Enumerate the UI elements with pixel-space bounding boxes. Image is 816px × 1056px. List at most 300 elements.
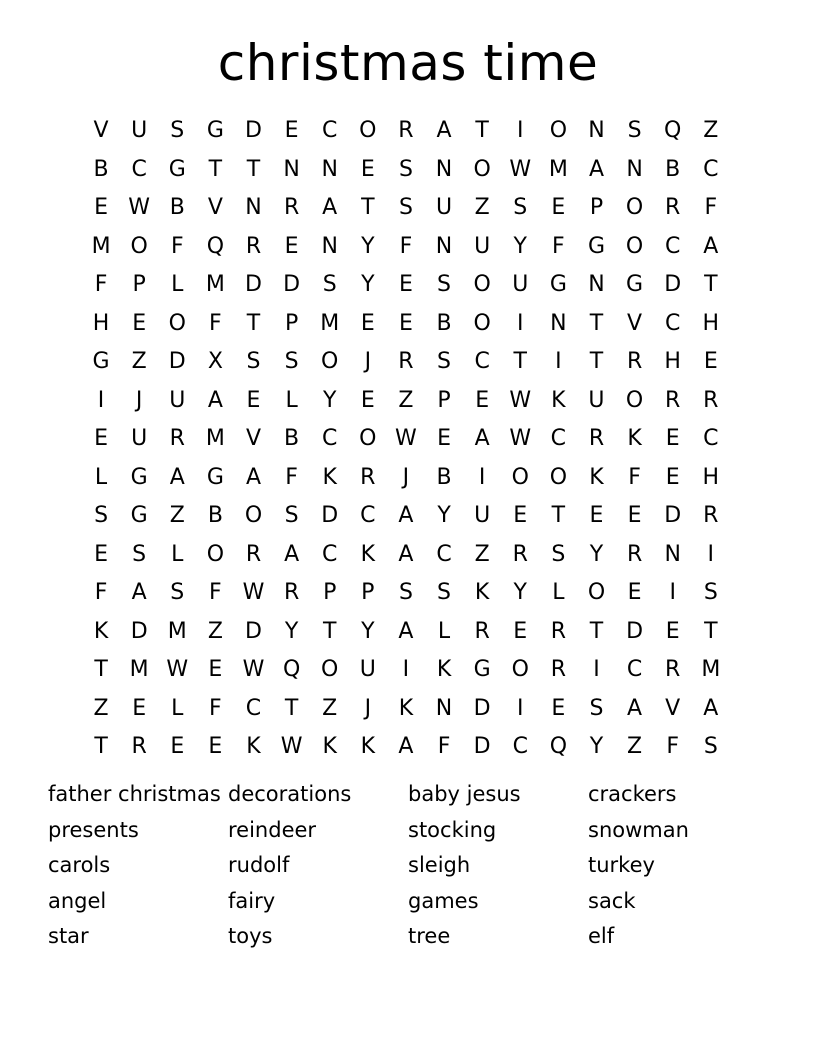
puzzle-title: christmas time	[217, 34, 599, 92]
grid-letter: W	[128, 195, 151, 221]
grid-letter: H	[702, 464, 720, 490]
grid-letter: U	[131, 118, 148, 144]
grid-letter: L	[437, 618, 451, 644]
grid-letter: K	[589, 464, 604, 490]
grid-letter: S	[284, 503, 299, 529]
grid-letter: I	[555, 349, 562, 375]
grid-letter: E	[398, 272, 413, 298]
grid-letter: T	[94, 657, 108, 683]
grid-row	[82, 382, 732, 421]
grid-letter: O	[473, 310, 491, 336]
grid-letter: A	[207, 387, 223, 413]
grid-letter: R	[283, 580, 300, 606]
grid-letter: R	[665, 387, 681, 413]
grid-letter: F	[94, 272, 108, 298]
grid-letter: W	[242, 657, 265, 683]
grid-letter: C	[626, 657, 643, 683]
grid-letter: C	[512, 734, 528, 760]
grid-letter: Z	[169, 503, 185, 529]
grid-letter: A	[245, 464, 262, 490]
grid-letter: W	[280, 734, 303, 760]
grid-letter: K	[246, 734, 261, 760]
grid-letter: Y	[513, 233, 527, 259]
grid-letter: C	[474, 349, 490, 375]
grid-letter: N	[588, 272, 605, 298]
grid-letter: W	[509, 426, 532, 452]
grid-letter: F	[399, 233, 413, 259]
grid-letter: R	[588, 426, 605, 452]
grid-letter: D	[168, 349, 186, 375]
grid-letter: E	[703, 349, 718, 375]
grid-letter: O	[130, 233, 148, 259]
grid-letter: J	[402, 464, 410, 490]
grid-letter: T	[513, 349, 527, 375]
grid-letter: T	[246, 156, 261, 182]
word-list-item: snowman	[588, 817, 689, 842]
grid-row	[82, 613, 732, 652]
grid-letter: A	[588, 156, 604, 182]
grid-letter: E	[437, 426, 451, 452]
grid-letter: X	[207, 349, 223, 375]
grid-letter: E	[398, 310, 413, 336]
grid-letter: S	[132, 541, 147, 567]
grid-letter: E	[284, 233, 299, 259]
word-list-item: stocking	[408, 817, 497, 842]
grid-letter: O	[473, 272, 491, 298]
word-list-item: toys	[228, 924, 273, 948]
grid-letter: G	[92, 349, 110, 375]
grid-letter: U	[359, 657, 376, 683]
grid-letter: E	[513, 503, 528, 529]
grid-letter: N	[321, 156, 338, 182]
grid-letter: K	[93, 618, 109, 644]
grid-letter: U	[474, 503, 491, 529]
grid-letter: K	[322, 734, 337, 760]
grid-letter: O	[321, 657, 339, 683]
grid-row	[82, 536, 732, 575]
word-list	[48, 777, 768, 955]
grid-letter: O	[359, 118, 377, 144]
grid-row	[82, 497, 732, 536]
grid-letter: F	[209, 695, 222, 721]
grid-letter: T	[246, 310, 261, 336]
grid-letter: E	[246, 387, 261, 413]
grid-letter: O	[549, 118, 568, 144]
word-list-item: baby jesus	[408, 782, 521, 806]
grid-letter: E	[360, 387, 375, 413]
grid-letter: Z	[93, 695, 109, 721]
grid-letter: R	[245, 233, 262, 259]
grid-letter: A	[398, 503, 414, 529]
grid-letter: T	[475, 118, 489, 144]
grid-letter: O	[625, 387, 644, 413]
grid-letter: U	[512, 272, 529, 298]
grid-row	[82, 305, 732, 344]
grid-letter: V	[627, 310, 643, 336]
grid-letter: F	[666, 734, 680, 760]
grid-letter: E	[360, 156, 375, 182]
grid-letter: H	[92, 310, 110, 336]
grid-letter: R	[474, 618, 490, 644]
grid-letter: E	[627, 503, 642, 529]
grid-letter: E	[551, 195, 566, 221]
word-list-item: turkey	[588, 853, 655, 877]
grid-letter: K	[322, 464, 337, 490]
grid-letter: E	[208, 657, 223, 683]
grid-letter: D	[283, 272, 301, 298]
grid-letter: S	[513, 195, 528, 221]
word-list-item: elf	[588, 924, 615, 948]
grid-letter: C	[436, 541, 452, 567]
grid-letter: M	[205, 426, 225, 452]
grid-letter: S	[703, 580, 718, 606]
grid-letter: K	[627, 426, 642, 452]
grid-letter: P	[437, 387, 451, 413]
grid-letter: E	[360, 310, 375, 336]
grid-letter: T	[322, 618, 337, 644]
grid-letter: S	[437, 580, 452, 606]
word-list-item: decorations	[228, 782, 352, 806]
grid-letter: E	[551, 695, 566, 721]
grid-letter: W	[166, 657, 189, 683]
grid-letter: O	[206, 541, 225, 567]
grid-letter: D	[664, 503, 682, 529]
grid-letter: Y	[322, 387, 337, 413]
word-list-item: father christmas	[48, 782, 221, 806]
grid-letter: Z	[207, 618, 223, 644]
grid-letter: E	[627, 580, 642, 606]
grid-letter: Q	[549, 734, 568, 760]
grid-letter: B	[284, 426, 300, 452]
grid-letter: S	[589, 695, 604, 721]
grid-letter: K	[360, 734, 376, 760]
grid-letter: T	[704, 618, 718, 644]
grid-letter: A	[474, 426, 490, 452]
grid-row	[82, 189, 732, 228]
grid-letter: Z	[474, 195, 490, 221]
grid-letter: M	[320, 310, 340, 336]
word-list-item: tree	[408, 924, 451, 948]
grid-letter: A	[169, 464, 185, 490]
grid-letter: H	[664, 349, 681, 375]
grid-letter: S	[322, 272, 337, 298]
grid-letter: J	[364, 349, 372, 375]
grid-letter: A	[703, 233, 719, 259]
grid-letter: E	[94, 541, 108, 567]
grid-row	[82, 151, 732, 190]
grid-letter: I	[517, 310, 524, 336]
grid-letter: C	[703, 156, 719, 182]
grid-letter: J	[135, 387, 143, 413]
grid-letter: R	[398, 118, 414, 144]
grid-row	[82, 228, 732, 267]
grid-row	[82, 420, 732, 459]
grid-letter: R	[550, 618, 567, 644]
grid-letter: R	[626, 349, 643, 375]
grid-letter: T	[361, 195, 375, 221]
grid-letter: R	[626, 541, 643, 567]
grid-letter: L	[94, 464, 108, 490]
grid-letter: E	[513, 618, 528, 644]
grid-letter: F	[552, 233, 565, 259]
grid-letter: C	[131, 156, 147, 182]
grid-letter: I	[402, 657, 410, 683]
grid-letter: T	[551, 503, 566, 529]
grid-letter: E	[665, 426, 680, 452]
grid-letter: E	[589, 503, 604, 529]
grid-letter: Y	[589, 541, 604, 567]
grid-letter: R	[665, 195, 681, 221]
grid-letter: Y	[361, 618, 375, 644]
grid-letter: D	[321, 503, 339, 529]
grid-letter: V	[245, 426, 262, 452]
grid-letter: R	[245, 541, 262, 567]
grid-letter: S	[246, 349, 261, 375]
grid-letter: R	[398, 349, 414, 375]
grid-letter: U	[169, 387, 186, 413]
grid-letter: M	[548, 156, 568, 182]
grid-letter: C	[665, 310, 681, 336]
grid-letter: U	[435, 195, 453, 221]
grid-letter: C	[360, 503, 376, 529]
grid-letter: Q	[206, 233, 225, 259]
grid-letter: Q	[282, 657, 301, 683]
grid-letter: C	[665, 233, 681, 259]
grid-letter: G	[130, 464, 148, 490]
grid-letter: S	[627, 118, 642, 144]
grid-letter: N	[245, 195, 262, 221]
grid-letter: N	[435, 695, 453, 721]
grid-letter: O	[244, 503, 263, 529]
grid-letter: O	[321, 349, 339, 375]
letter-grid	[82, 112, 732, 767]
grid-letter: I	[517, 695, 524, 721]
grid-letter: B	[665, 156, 681, 182]
grid-letter: P	[284, 310, 299, 336]
grid-letter: T	[94, 734, 108, 760]
grid-letter: S	[170, 118, 185, 144]
grid-letter: S	[398, 156, 413, 182]
grid-letter: Z	[627, 734, 643, 760]
grid-letter: F	[209, 580, 222, 606]
grid-letter: N	[664, 541, 681, 567]
grid-letter: D	[245, 272, 262, 298]
grid-letter: E	[284, 118, 299, 144]
grid-letter: S	[437, 272, 452, 298]
word-list-item: carols	[48, 853, 111, 877]
grid-letter: E	[132, 310, 147, 336]
grid-letter: S	[703, 734, 718, 760]
grid-letter: F	[209, 310, 222, 336]
grid-letter: G	[206, 464, 224, 490]
grid-letter: R	[169, 426, 185, 452]
grid-letter: G	[587, 233, 605, 259]
grid-letter: L	[171, 695, 184, 721]
grid-row	[82, 651, 732, 690]
grid-letter: E	[94, 195, 108, 221]
grid-letter: V	[665, 695, 681, 721]
grid-letter: P	[589, 195, 604, 221]
grid-letter: P	[361, 580, 375, 606]
grid-letter: D	[473, 734, 491, 760]
grid-letter: T	[589, 310, 604, 336]
grid-letter: V	[93, 118, 109, 144]
grid-letter: I	[517, 118, 524, 144]
grid-letter: A	[398, 541, 414, 567]
grid-letter: L	[171, 272, 184, 298]
word-list-item: crackers	[588, 782, 677, 806]
grid-letter: A	[703, 695, 719, 721]
grid-letter: N	[435, 156, 453, 182]
grid-letter: R	[283, 195, 300, 221]
grid-letter: O	[473, 156, 491, 182]
grid-letter: N	[550, 310, 567, 336]
grid-letter: E	[170, 734, 185, 760]
grid-letter: K	[360, 541, 376, 567]
grid-letter: O	[359, 426, 377, 452]
grid-letter: O	[625, 233, 644, 259]
grid-letter: B	[93, 156, 109, 182]
grid-letter: D	[130, 618, 148, 644]
grid-letter: F	[170, 233, 184, 259]
grid-letter: Z	[131, 349, 147, 375]
grid-letter: M	[129, 657, 149, 683]
grid-letter: H	[702, 310, 720, 336]
grid-letter: K	[551, 387, 566, 413]
grid-letter: P	[132, 272, 146, 298]
grid-letter: G	[130, 503, 148, 529]
word-list-item: games	[408, 888, 479, 913]
grid-letter: I	[669, 580, 676, 606]
grid-letter: A	[436, 118, 452, 144]
grid-letter: R	[131, 734, 147, 760]
grid-letter: W	[395, 426, 417, 452]
grid-letter: U	[588, 387, 605, 413]
grid-letter: D	[664, 272, 682, 298]
grid-letter: K	[474, 580, 490, 606]
grid-letter: O	[587, 580, 606, 606]
grid-letter: N	[283, 156, 300, 182]
grid-letter: S	[437, 349, 452, 375]
grid-letter: D	[473, 695, 491, 721]
grid-letter: I	[593, 657, 600, 683]
grid-letter: Y	[437, 503, 451, 529]
grid-letter: O	[511, 464, 529, 490]
word-list-item: reindeer	[228, 817, 317, 842]
grid-letter: F	[437, 734, 451, 760]
grid-letter: Z	[322, 695, 338, 721]
grid-letter: C	[550, 426, 567, 452]
grid-letter: G	[549, 272, 567, 298]
grid-letter: R	[550, 657, 567, 683]
grid-letter: B	[436, 464, 452, 490]
grid-letter: N	[321, 233, 338, 259]
grid-letter: T	[589, 349, 604, 375]
grid-letter: A	[284, 541, 300, 567]
grid-letter: G	[206, 118, 224, 144]
grid-letter: E	[94, 426, 108, 452]
grid-letter: I	[478, 464, 486, 490]
grid-letter: O	[511, 657, 529, 683]
grid-letter: Y	[589, 734, 604, 760]
grid-letter: Z	[398, 387, 414, 413]
grid-letter: F	[285, 464, 298, 490]
grid-row	[82, 728, 732, 767]
grid-letter: Q	[664, 118, 682, 144]
grid-letter: T	[589, 618, 604, 644]
grid-letter: R	[512, 541, 528, 567]
grid-letter: Y	[361, 233, 375, 259]
grid-letter: R	[703, 503, 719, 529]
word-list-item: presents	[48, 817, 139, 842]
grid-letter: I	[707, 541, 715, 567]
grid-letter: J	[364, 695, 372, 721]
grid-letter: R	[360, 464, 376, 490]
grid-letter: L	[285, 387, 298, 413]
grid-letter: Z	[703, 118, 719, 144]
grid-letter: K	[436, 657, 452, 683]
word-list-item: sack	[588, 888, 636, 913]
grid-row	[82, 459, 732, 498]
grid-letter: A	[398, 618, 414, 644]
grid-letter: O	[625, 195, 644, 221]
grid-letter: W	[242, 580, 265, 606]
grid-letter: F	[628, 464, 641, 490]
grid-row	[82, 266, 732, 305]
grid-letter: Y	[361, 272, 375, 298]
grid-letter: Y	[513, 580, 527, 606]
grid-letter: E	[208, 734, 223, 760]
grid-letter: U	[474, 233, 491, 259]
grid-letter: O	[549, 464, 568, 490]
word-list-item: rudolf	[228, 853, 290, 877]
grid-letter: K	[398, 695, 414, 721]
grid-row	[82, 112, 732, 151]
grid-letter: E	[132, 695, 147, 721]
grid-letter: N	[435, 233, 453, 259]
word-list-item: sleigh	[408, 853, 471, 877]
grid-letter: C	[322, 118, 338, 144]
grid-letter: P	[323, 580, 337, 606]
grid-letter: T	[284, 695, 299, 721]
grid-letter: G	[626, 272, 644, 298]
grid-letter: A	[627, 695, 643, 721]
grid-letter: F	[704, 195, 718, 221]
word-list-item: fairy	[228, 888, 276, 913]
grid-letter: M	[701, 657, 721, 683]
grid-letter: C	[322, 541, 338, 567]
grid-letter: L	[171, 541, 184, 567]
grid-letter: E	[475, 387, 490, 413]
grid-row	[82, 343, 732, 382]
grid-letter: B	[169, 195, 185, 221]
grid-letter: Y	[284, 618, 299, 644]
grid-letter: F	[94, 580, 108, 606]
grid-letter: S	[94, 503, 109, 529]
grid-letter: C	[245, 695, 262, 721]
grid-letter: O	[168, 310, 186, 336]
grid-letter: V	[207, 195, 223, 221]
word-list-item: star	[48, 924, 89, 948]
grid-letter: L	[552, 580, 565, 606]
grid-letter: U	[131, 426, 148, 452]
grid-letter: W	[509, 156, 532, 182]
word-list-item: angel	[48, 888, 107, 913]
grid-letter: M	[205, 272, 225, 298]
grid-letter: E	[665, 464, 680, 490]
grid-letter: B	[207, 503, 223, 529]
grid-row	[82, 574, 732, 613]
